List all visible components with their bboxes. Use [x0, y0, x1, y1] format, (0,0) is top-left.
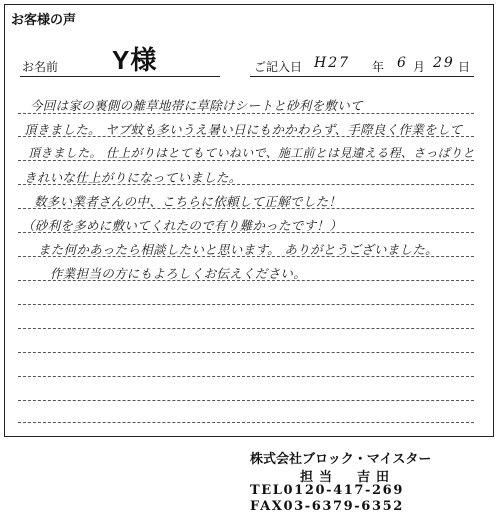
comment-line: （砂利を多めに敷いてくれたので有り難かったです！）	[22, 218, 343, 233]
name-value: Y様	[112, 45, 158, 75]
card-title: お客様の声	[11, 13, 77, 28]
date-month-unit: 月	[413, 60, 426, 74]
ruled-line	[18, 304, 474, 305]
phone-number: TEL0120-417-269	[250, 483, 404, 498]
date-label: ご記入日	[254, 60, 303, 74]
date-era: H27	[314, 55, 351, 71]
date-month: 6	[397, 55, 408, 71]
representative: 担当 吉田	[300, 470, 396, 485]
comment-line: 頂きました。 ヤブ蚊も多いうえ暑い日にもかかわらず、手際良く作業をして	[24, 122, 463, 137]
comment-line: 頂きました。 仕上がりはとてもていねいで、施工前とは見違える程、さっぱりと	[28, 146, 475, 160]
ruled-line	[18, 328, 474, 329]
ruled-line	[18, 376, 474, 377]
ruled-line	[18, 400, 474, 401]
date-year-unit: 年	[372, 60, 385, 74]
ruled-line	[18, 352, 474, 353]
date-day-unit: 日	[458, 60, 471, 74]
comment-line: 今回は家の裏側の雑草地帯に草除けシートと砂利を敷いて	[30, 98, 363, 113]
company-name: 株式会社ブロック・マイスター	[250, 452, 432, 467]
comment-line: 数多い業者さんの中、こちらに依頼して正解でした！	[34, 194, 342, 209]
comment-line: きれいな仕上がりになっていました。	[24, 170, 242, 185]
comment-line: 作業担当の方にもよろしくお伝えください。	[50, 266, 307, 281]
fax-number: FAX03-6379-6352	[250, 499, 404, 514]
name-underline	[20, 76, 220, 77]
ruled-line	[18, 422, 474, 423]
date-underline	[250, 76, 474, 77]
comment-line: また何かあったら相談したいと思います。 ありがとうございました。	[38, 242, 438, 257]
date-day: 29	[433, 55, 455, 71]
name-label: お名前	[22, 60, 59, 74]
